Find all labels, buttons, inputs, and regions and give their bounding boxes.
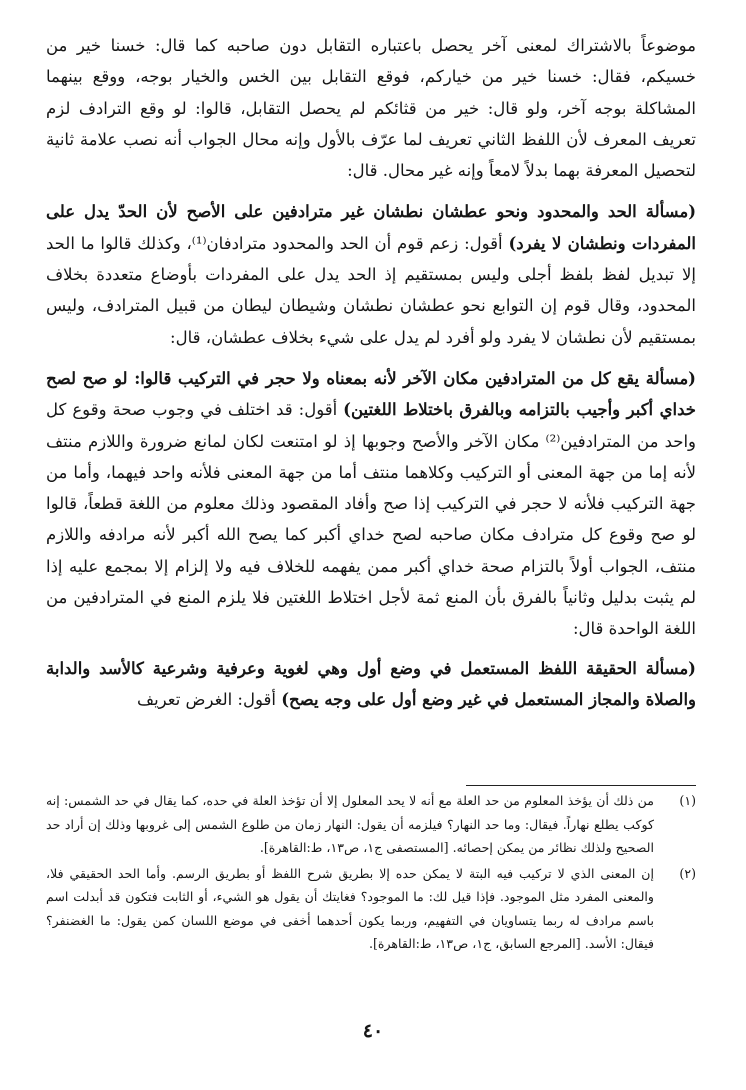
- issue-heading-synonyms: (مسألة يقع كل من المترادفين مكان الآخر لأنه بمعناه ولا حجر في التركيب قالوا: لو صح لصح خداي أكبر وأجيب بالتزامه وبالفرق باختلاط اللغتين): [46, 368, 696, 420]
- paragraph-2: [46, 196, 696, 352]
- footnotes: [46, 789, 696, 958]
- issue-heading-reality: (مسألة الحقيقة اللفظ المستعمل في وضع أول وهي لغوية وعرفية وشرعية كالأسد والدابة والصلاة والمجاز المستعمل في غير وضع أول على وجه يصح): [46, 658, 696, 709]
- footnote-2-number: (٢): [679, 865, 696, 881]
- footnote-1-text: من ذلك أن يؤخذ المعلوم من حد العلة مع أنه لا يحد المعلول إلا أن تؤخذ العلة في حده، كما يقال في حد الشمس: إنه كوكب يطلع نهاراً. فيقال: وما حد النهار؟ فيلزمه أن يقول: النهار زمان من طلوع الشمس إلى غروبها وذلك إن أراد حد الصحيح ولذلك نظائر من يمكن إحصائه. [المستصفى ج١، ص١٣، ط:القاهرة].: [46, 793, 654, 855]
- paragraph-4-text: أقول: الغرض تعريف: [136, 689, 282, 709]
- paragraph-3-text: أقول: قد اختلف في وجوب صحة وقوع كل واحد من المترادفين⁽²⁾ مكان الآخر والأصح وجوبها إذ لو امتنعت لكان لمانع ضرورة واللازم منتف لأنه إما من جهة المعنى أو التركيب وكلاهما منتف أما من جهة المعنى فلأنه واحد فيهما، وأما من جهة التركيب فلأنه لا حجر في التركيب إذا صح وأفاد المقصود وذلك معلوم من اللغة قطعاً، قالوا لو صح وقوع كل مترادف مكان صاحبه لصح خداي أكبر كما يصح الله أكبر لأنه مرادفه واللازم منتف، الجواب أولاً بالتزام صحة خداي أكبر ممن يفهمه للخلاف فيه ولا إلزام إلا بمجمع عليه إذا لم يثبت بدليل وثانياً بالفرق بأن المنع ثمة لأجل اختلاط اللغتين فلا يلزم المنع في المترادفين من اللغة الواحدة قال:: [46, 400, 696, 639]
- paragraph-3: [46, 363, 696, 645]
- page-number: ٤٠: [362, 1020, 384, 1042]
- issue-heading-definition: (مسألة الحد والمحدود ونحو عطشان نطشان غير مترادفين على الأصح لأن الحدّ يدل على المفردات ونطشان لا يفرد): [46, 202, 696, 253]
- footnote-2-text: إن المعنى الذي لا تركيب فيه البتة لا يمكن حده إلا بطريق شرح اللفظ أو بطريق الرسم. وأما الحد الحقيقي فلا، والمعنى المفرد مثل الموجود. فإذا قيل لك: ما الموجود؟ فغايتك أن يقول هو الشيء، أو الثابت فتكون قد أبدلت اسم باسم مرادف له ربما يتساويان في التفهيم، وربما يكون أحدهما أخفى في موضع اللسان كمن يقول: ما الغضنفر؟ فيقال: الأسد. [المرجع السابق، ج١، ص١٣، ط:القاهرة].: [46, 865, 654, 951]
- footnote-divider: [466, 785, 696, 786]
- paragraph-2-text: أقول: زعم قوم أن الحد والمحدود مترادفان⁽¹⁾، وكذلك قالوا ما الحد إلا تبديل لفظ بلفظ أجلى وليس بمستقيم إذ الحد يدل على المفردات بأوضاع متعددة بخلاف المحدود، وقال قوم إن التوابع نحو عطشان نطشان وشيطان ليطان من قبيل المترادف، وليس بمستقيم لأن نطشان لا يفرد ولو أفرد لم يدل على شيء بخلاف عطشان، قال:: [46, 233, 696, 347]
- footnote-2: [46, 862, 696, 956]
- main-text: [46, 30, 696, 715]
- paragraph-1: [46, 30, 696, 186]
- paragraph-4: [46, 653, 696, 716]
- paragraph-1-text: موضوعاً بالاشتراك لمعنى آخر يحصل باعتباره التقابل دون صاحبه كما قال: خسنا خير من خسيكم، فقال: خسنا خير من خياركم، فوقع التقابل بين الخس والخيار بوجه، ووقع بينهما المشاكلة بوجه آخر، ولو قال: خير من قثائكم لم يحصل التقابل، قالوا: لو وقع الترادف لزم تعريف المعرف لأن اللفظ الثاني تعريف لما عرّف بالأول وإنه محال الجواب أنه نصب علامة ثانية لتحصيل المعرفة بهما بدلاً لامعاً وإنه غير محال. قال:: [46, 36, 696, 181]
- footnote-1-number: (١): [679, 793, 696, 808]
- footnote-1: [46, 789, 696, 860]
